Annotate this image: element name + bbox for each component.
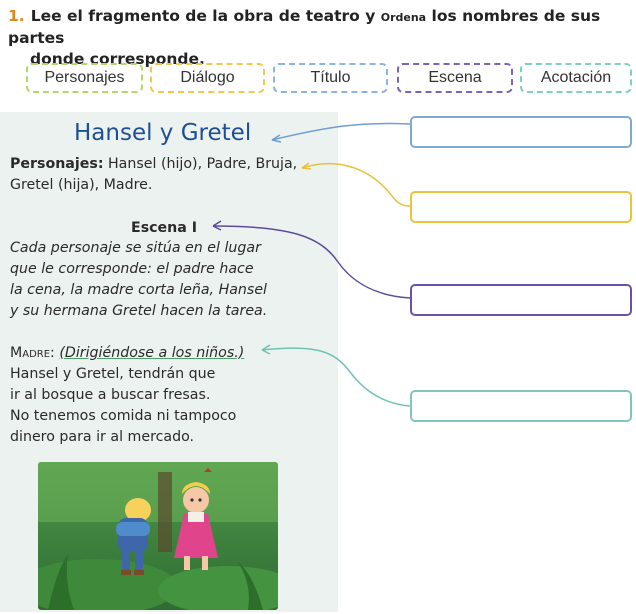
answer-box-3[interactable] (410, 284, 632, 316)
exercise-number: 1. (8, 7, 25, 25)
stage-line: y su hermana Gretel hacen la tarea. (10, 303, 268, 319)
instruction-text-b: los nombres de sus partes (8, 7, 601, 47)
stage-line: que le corresponde: el padre hace (10, 261, 254, 277)
speaker-name: Madre: (10, 345, 55, 361)
instruction-text-a: Lee el fragmento de la obra de teatro y (30, 7, 376, 25)
instruction-text-c: donde corresponde. (30, 50, 205, 68)
answer-box-2[interactable] (410, 191, 632, 223)
stage-direction: (Dirigiéndose a los niños.) (59, 345, 245, 361)
characters-line-2: Gretel (hija), Madre. (10, 177, 153, 193)
hansel-gretel-illustration (38, 462, 278, 610)
characters-text: Hansel (hijo), Padre, Bruja, (108, 156, 298, 172)
dialogue-line: No tenemos comida ni tampoco (10, 408, 237, 424)
instruction (8, 6, 628, 70)
scene-heading: Escena I (131, 220, 198, 236)
chip-dialogo[interactable] (150, 63, 265, 93)
characters-label: Personajes: (10, 156, 104, 172)
story-title: Hansel y Gretel (74, 120, 252, 146)
dialogue-line: ir al bosque a buscar fresas. (10, 387, 211, 403)
chip-titulo[interactable] (273, 63, 388, 93)
chip-label: Diálogo (180, 69, 235, 86)
chip-label: Personajes (44, 69, 125, 86)
dialogue-line: dinero para ir al mercado. (10, 429, 195, 445)
answer-box-1[interactable] (410, 116, 632, 148)
chip-label: Acotación (540, 69, 612, 86)
characters-line-1 (10, 154, 297, 174)
dialogue-line: Hansel y Gretel, tendrán que (10, 366, 216, 382)
stage-line: Cada personaje se sitúa en el lugar (10, 240, 261, 256)
chip-label: Escena (428, 69, 482, 86)
chip-acotacion[interactable] (520, 63, 632, 93)
instruction-ordena: Ordena (380, 11, 427, 24)
chip-escena[interactable] (397, 63, 513, 93)
speaker-line (10, 343, 244, 363)
chip-label: Título (310, 69, 351, 86)
chip-personajes[interactable] (26, 63, 143, 93)
answer-box-4[interactable] (410, 390, 632, 422)
stage-line: la cena, la madre corta leña, Hansel (10, 282, 267, 298)
